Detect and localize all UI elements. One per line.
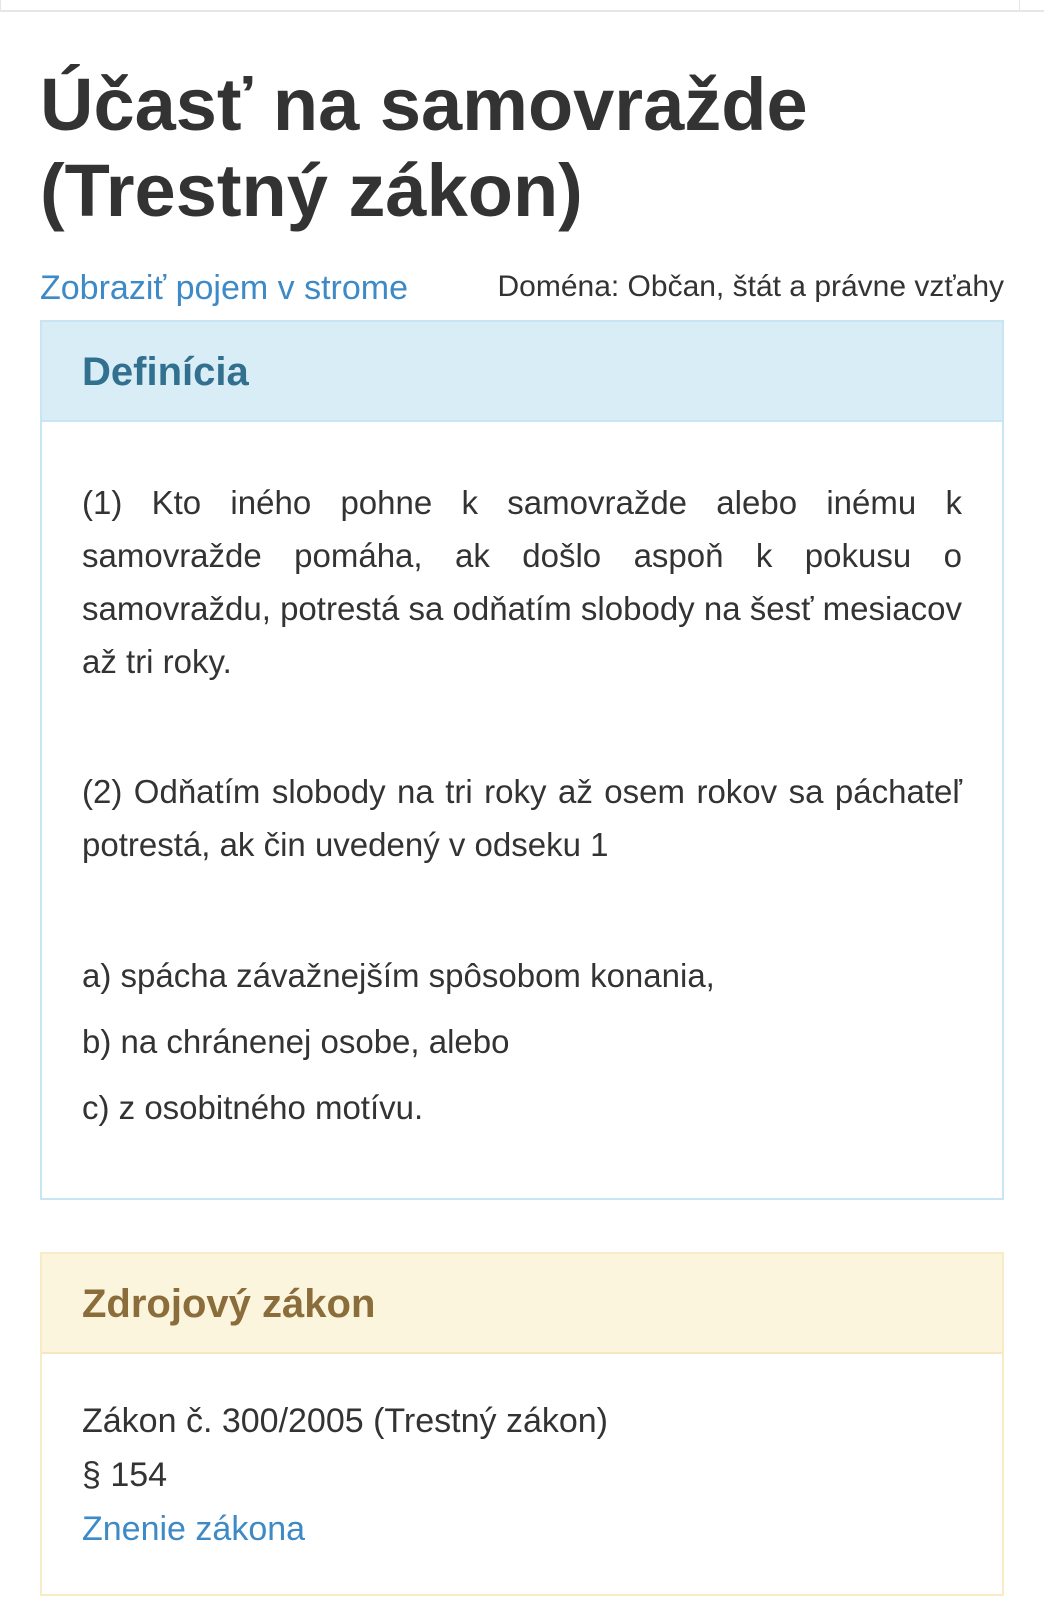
source-law-section: § 154 — [82, 1456, 168, 1494]
definition-paragraph-2: (2) Odňatím slobody na tri roky až osem rokov sa páchateľ potrestá, ak čin uvedený v odseku 1 — [82, 773, 962, 863]
definition-paragraph-1: (1) Kto iného pohne k samovražde alebo inému k samovražde pomáha, ak došlo aspoň k pokusu o samovraždu, potrestá sa odňatím slobody na šesť mesiacov až tri roky. — [82, 484, 962, 680]
top-bar-edge — [0, 0, 1044, 12]
source-law-heading: Zdrojový zákon — [82, 1282, 376, 1326]
source-law-name: Zákon č. 300/2005 (Trestný zákon) — [82, 1402, 609, 1440]
definition-panel-header — [42, 322, 1002, 422]
domain-label: Doména: Občan, štát a právne vzťahy — [497, 270, 1004, 303]
definition-item-b: b) na chránenej osobe, alebo — [82, 1023, 510, 1060]
law-text-link[interactable]: Znenie zákona — [82, 1510, 306, 1548]
definition-item-c: c) z osobitného motívu. — [82, 1089, 424, 1126]
source-law-panel — [40, 1252, 1004, 1596]
definition-item-a: a) spácha závažnejším spôsobom konania, — [82, 957, 715, 994]
definition-heading: Definícia — [82, 350, 249, 394]
source-law-panel-header — [42, 1254, 1002, 1354]
definition-panel — [40, 320, 1004, 1200]
meta-row — [40, 266, 1004, 310]
show-in-tree-link[interactable]: Zobraziť pojem v strome — [40, 269, 408, 307]
page-title: Účasť na samovražde (Trestný zákon) — [40, 63, 808, 232]
